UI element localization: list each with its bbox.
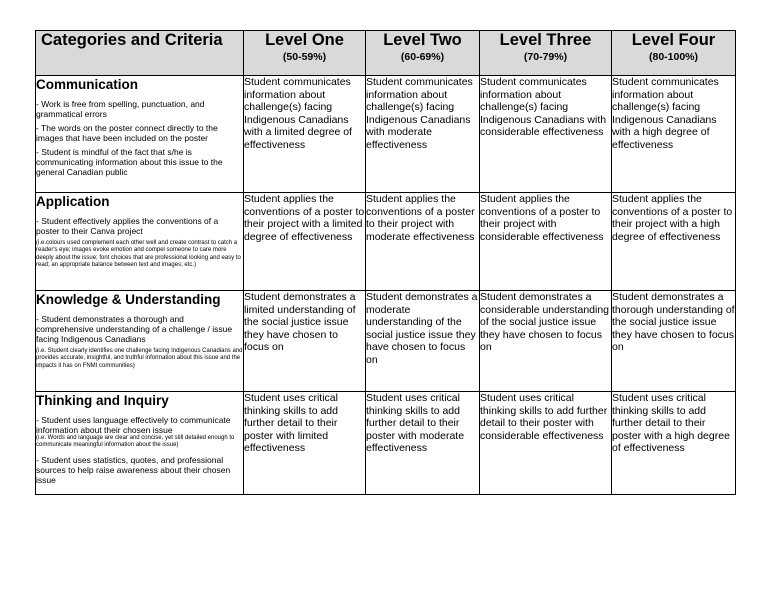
level-range: (50-59%) [282, 51, 327, 63]
level-range: (80-100%) [648, 51, 699, 63]
level-two-descriptor: Student communicates information about challenge(s) facing Indigenous Canadians with moderate effectiveness [366, 76, 480, 193]
criterion-note: (i.e.colours used complement each other well and create contrast to catch a reader's eye; images evoke emotion and compel someone to care more deeply about the issue; font choices that are professional looking and easy to read; an appropriate balance between text and images; etc.) [36, 240, 241, 269]
criterion: - The words on the poster connect directly to the images that have been included on the poster [36, 123, 218, 143]
level-three-descriptor: Student uses critical thinking skills to add further detail to their poster with considerable effectiveness [480, 392, 612, 495]
category-cell [36, 392, 244, 495]
row-knowledge-understanding [36, 291, 736, 392]
header-level-three [480, 31, 612, 76]
rubric-table [35, 30, 736, 495]
category-title: Application [36, 194, 110, 209]
row-application [36, 193, 736, 291]
level-two-descriptor: Student uses critical thinking skills to add further detail to their poster with moderate effectiveness [366, 392, 480, 495]
level-one-descriptor: Student demonstrates a limited understanding of the social justice issue they have chosen to focus on [244, 291, 366, 392]
criterion-note: (i.e. Words and language are clear and concise, yet still detailed enough to communicate meaningful information about the issue) [36, 435, 235, 449]
level-name: Level Two [383, 31, 462, 49]
level-range: (60-69%) [400, 51, 445, 63]
level-four-descriptor: Student applies the conventions of a poster to their project with a high degree of effectiveness [612, 193, 736, 291]
level-range: (70-79%) [523, 51, 568, 63]
criterion: - Student uses statistics, quotes, and professional sources to help raise awareness about their chosen issue [36, 454, 231, 485]
header-categories-criteria: Categories and Criteria [36, 31, 244, 76]
category-title: Thinking and Inquiry [36, 393, 169, 408]
level-one-descriptor: Student communicates information about challenge(s) facing Indigenous Canadians with a limited degree of effectiveness [244, 76, 366, 193]
level-three-descriptor: Student demonstrates a considerable understanding of the social justice issue they have chosen to focus on [480, 291, 612, 392]
criterion: - Student uses language effectively to communicate information about their chosen issue [36, 415, 231, 435]
criterion: - Work is free from spelling, punctuation, and grammatical errors [36, 99, 205, 119]
header-row [36, 31, 736, 76]
level-four-descriptor: Student demonstrates a thorough understanding of the social justice issue they have chosen to focus on [612, 291, 736, 392]
header-level-two [366, 31, 480, 76]
criterion-note: (i.e. Student clearly identifies one challenge facing Indigenous Canadians and provides accurate, insightful, and truthful information about this issue and the impacts it has on FNMI communities) [36, 348, 243, 369]
level-three-descriptor: Student communicates information about challenge(s) facing Indigenous Canadians with considerable effectiveness [480, 76, 612, 193]
header-level-one [244, 31, 366, 76]
category-cell [36, 291, 244, 392]
level-one-descriptor: Student applies the conventions of a poster to their project with a limited degree of effectiveness [244, 193, 366, 291]
level-name: Level Four [631, 31, 716, 49]
criterion: - Student effectively applies the conventions of a poster to their Canva project [36, 216, 219, 236]
level-one-descriptor: Student uses critical thinking skills to add further detail to their poster with limited effectiveness [244, 392, 366, 495]
category-cell [36, 76, 244, 193]
row-thinking-inquiry [36, 392, 736, 495]
criterion: - Student is mindful of the fact that s/he is communicating information about this issue to the general Canadian public [36, 147, 223, 177]
header-level-four [612, 31, 736, 76]
level-three-descriptor: Student applies the conventions of a poster to their project with considerable effectiveness [480, 193, 612, 291]
level-two-descriptor: Student applies the conventions of a poster to their project with moderate effectiveness [366, 193, 480, 291]
category-title: Knowledge & Understanding [36, 292, 221, 307]
level-name: Level One [265, 31, 344, 49]
level-name: Level Three [499, 31, 592, 49]
level-two-descriptor: Student demonstrates a moderate understanding of the social justice issue they have chosen to focus on [366, 291, 480, 392]
category-cell [36, 193, 244, 291]
row-communication [36, 76, 736, 193]
category-title: Communication [36, 77, 139, 92]
level-four-descriptor: Student communicates information about challenge(s) facing Indigenous Canadians with a high degree of effectiveness [612, 76, 736, 193]
level-four-descriptor: Student uses critical thinking skills to add further detail to their poster with a high degree of effectiveness [612, 392, 736, 495]
criterion: - Student demonstrates a thorough and comprehensive understanding of a challenge / issue facing Indigenous Canadians [36, 314, 233, 344]
